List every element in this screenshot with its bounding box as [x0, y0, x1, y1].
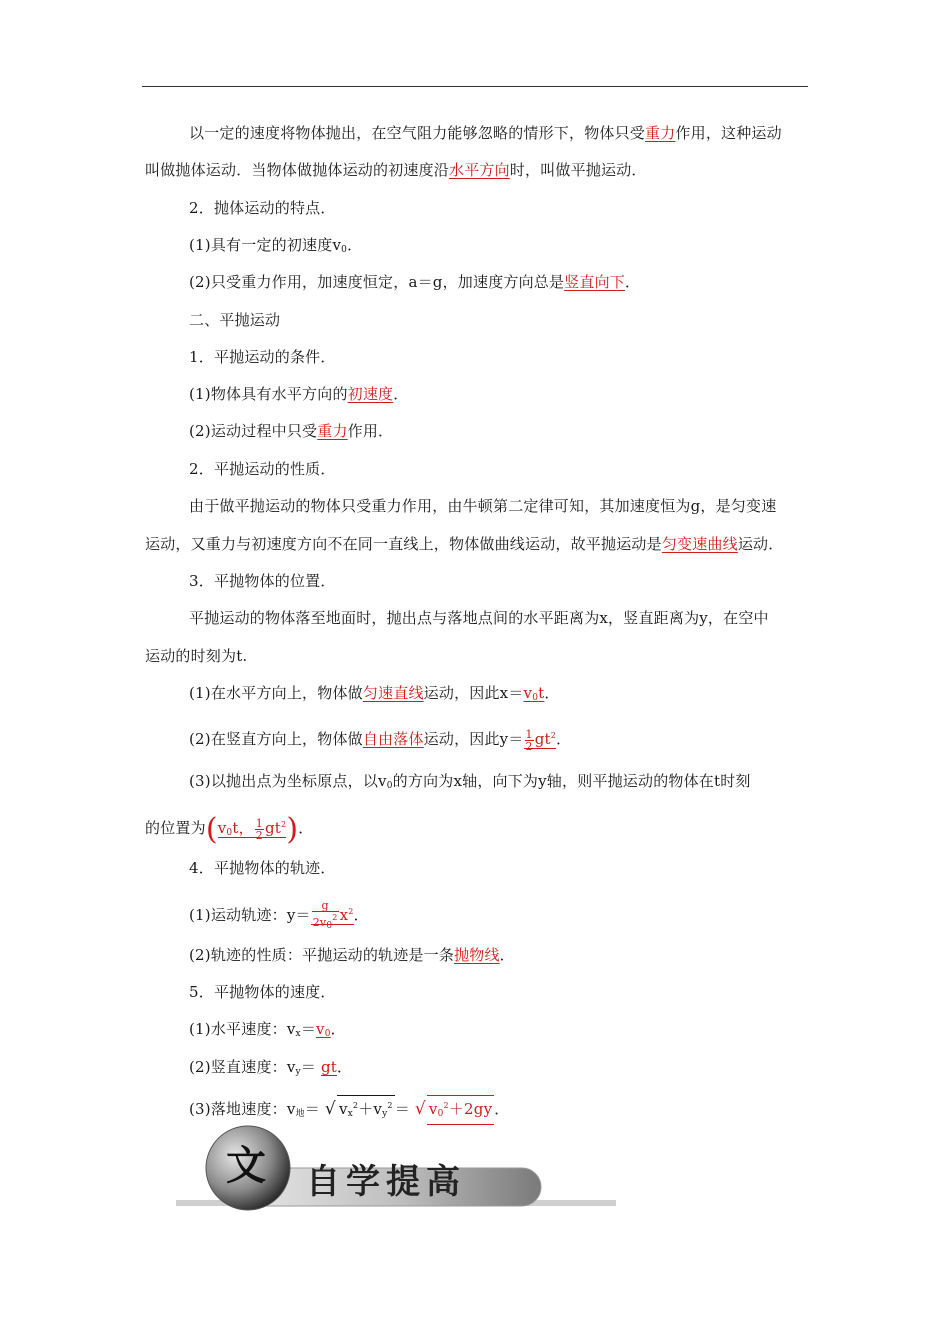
- fraction: $\frac{g}{2v_0^2}$: [312, 899, 338, 931]
- fraction: $\frac{1}{2}$: [525, 727, 533, 753]
- list-item: (3)以抛出点为坐标原点，以$v_0$的方向为x轴，向下为y轴，则平抛运动的物体在t时刻: [189, 772, 751, 791]
- answer-blank: 水平方向: [449, 161, 510, 179]
- list-item: (1)具有一定的初速度$v_0$．: [189, 236, 363, 255]
- answer-blank: $v_0t$: [523, 684, 545, 703]
- answer-blank: $v_0t$， $\frac{1}{2}$ $gt^2$: [217, 816, 287, 842]
- section-title: 2．抛体运动的特点．: [189, 199, 336, 217]
- list-item: (1)物体具有水平方向的初速度．: [189, 385, 409, 403]
- paragraph-line: 的位置为($v_0t$， $\frac{1}{2}$ $gt^2$)．: [145, 812, 314, 847]
- section-title: 2．平抛运动的性质．: [189, 460, 336, 478]
- answer-blank: 匀变速曲线: [661, 535, 738, 553]
- banner-emblem-glyph: 文: [226, 1142, 266, 1189]
- section-title: 5．平抛物体的速度．: [189, 983, 336, 1001]
- list-item: (1)在水平方向上，物体做匀速直线运动，因此$x=v_0t$．: [189, 684, 560, 703]
- answer-blank: gt: [321, 1058, 338, 1076]
- banner-title: 自学提高: [306, 1162, 466, 1202]
- answer-blank: 匀速直线: [362, 684, 424, 702]
- answer-blank: 抛物线: [454, 946, 500, 964]
- answer-blank: 自由落体: [362, 730, 424, 748]
- paragraph-line: 由于做平抛运动的物体只受重力作用，由牛顿第二定律可知，其加速度恒为g，是匀变速: [189, 497, 777, 515]
- sqrt-symbol: √: [324, 1099, 336, 1119]
- answer-blank: $v_0^2+2gy$: [427, 1095, 494, 1125]
- list-item: (2)轨迹的性质：平抛运动的轨迹是一条抛物线．: [189, 946, 515, 964]
- answer-blank: 竖直向下: [564, 273, 626, 291]
- list-item: (2)运动过程中只受重力作用．: [189, 422, 394, 440]
- answer-blank: 重力: [645, 124, 676, 142]
- list-item: (1)运动轨迹：y＝ $\frac{g}{2v_0^2}$ $x^2$．: [189, 899, 369, 931]
- section-title: 4．平抛物体的轨迹．: [189, 859, 336, 877]
- list-item: (2)竖直速度：$v_y=$ gt．: [189, 1058, 353, 1077]
- answer-blank: 重力: [317, 422, 348, 440]
- list-item: (3)落地速度：$v_地=$ √ $v_x^2+v_y^2$ ＝ √ $v_0^2+2gy$ ．: [189, 1095, 854, 1125]
- answer-blank: 初速度: [347, 385, 394, 403]
- paragraph-line: 平抛运动的物体落至地面时，抛出点与落地点间的水平距离为x，竖直距离为y，在空中: [189, 609, 769, 627]
- paragraph-line: 以一定的速度将物体抛出，在空气阻力能够忽略的情形下，物体只受重力作用，这种运动: [189, 124, 782, 142]
- sqrt-expression: $v_x^2+v_y^2$: [337, 1095, 395, 1124]
- paragraph-line: 叫做抛体运动．当物体做抛体运动的初速度沿水平方向时，叫做平抛运动．: [145, 161, 647, 179]
- fraction: $\frac{1}{2}$: [255, 816, 263, 842]
- list-item: (2)只受重力作用，加速度恒定，a＝g，加速度方向总是竖直向下．: [189, 273, 641, 291]
- answer-blank: $\frac{g}{2v_0^2}$ $x^2$: [312, 899, 354, 931]
- paragraph-line: 运动的时刻为t.: [145, 647, 248, 665]
- part-heading: 二、平抛运动: [189, 311, 281, 329]
- section-banner: [176, 1124, 616, 1214]
- list-item: (2)在竖直方向上，物体做自由落体运动，因此y＝ $\frac{1}{2}$ $gt^2$．: [189, 727, 572, 753]
- header-rule: [142, 86, 808, 87]
- answer-blank: $v_0$: [316, 1020, 331, 1039]
- list-item: (1)水平速度：$v_x=v_0$．: [189, 1020, 346, 1039]
- section-title: 3．平抛物体的位置．: [189, 572, 336, 590]
- paragraph-line: 运动，又重力与初速度方向不在同一直线上，物体做曲线运动，故平抛运动是匀变速曲线运动．: [145, 535, 784, 553]
- section-title: 1．平抛运动的条件．: [189, 348, 336, 366]
- sqrt-symbol: √: [414, 1099, 426, 1119]
- answer-blank: $\frac{1}{2}$ $gt^2$: [525, 727, 557, 753]
